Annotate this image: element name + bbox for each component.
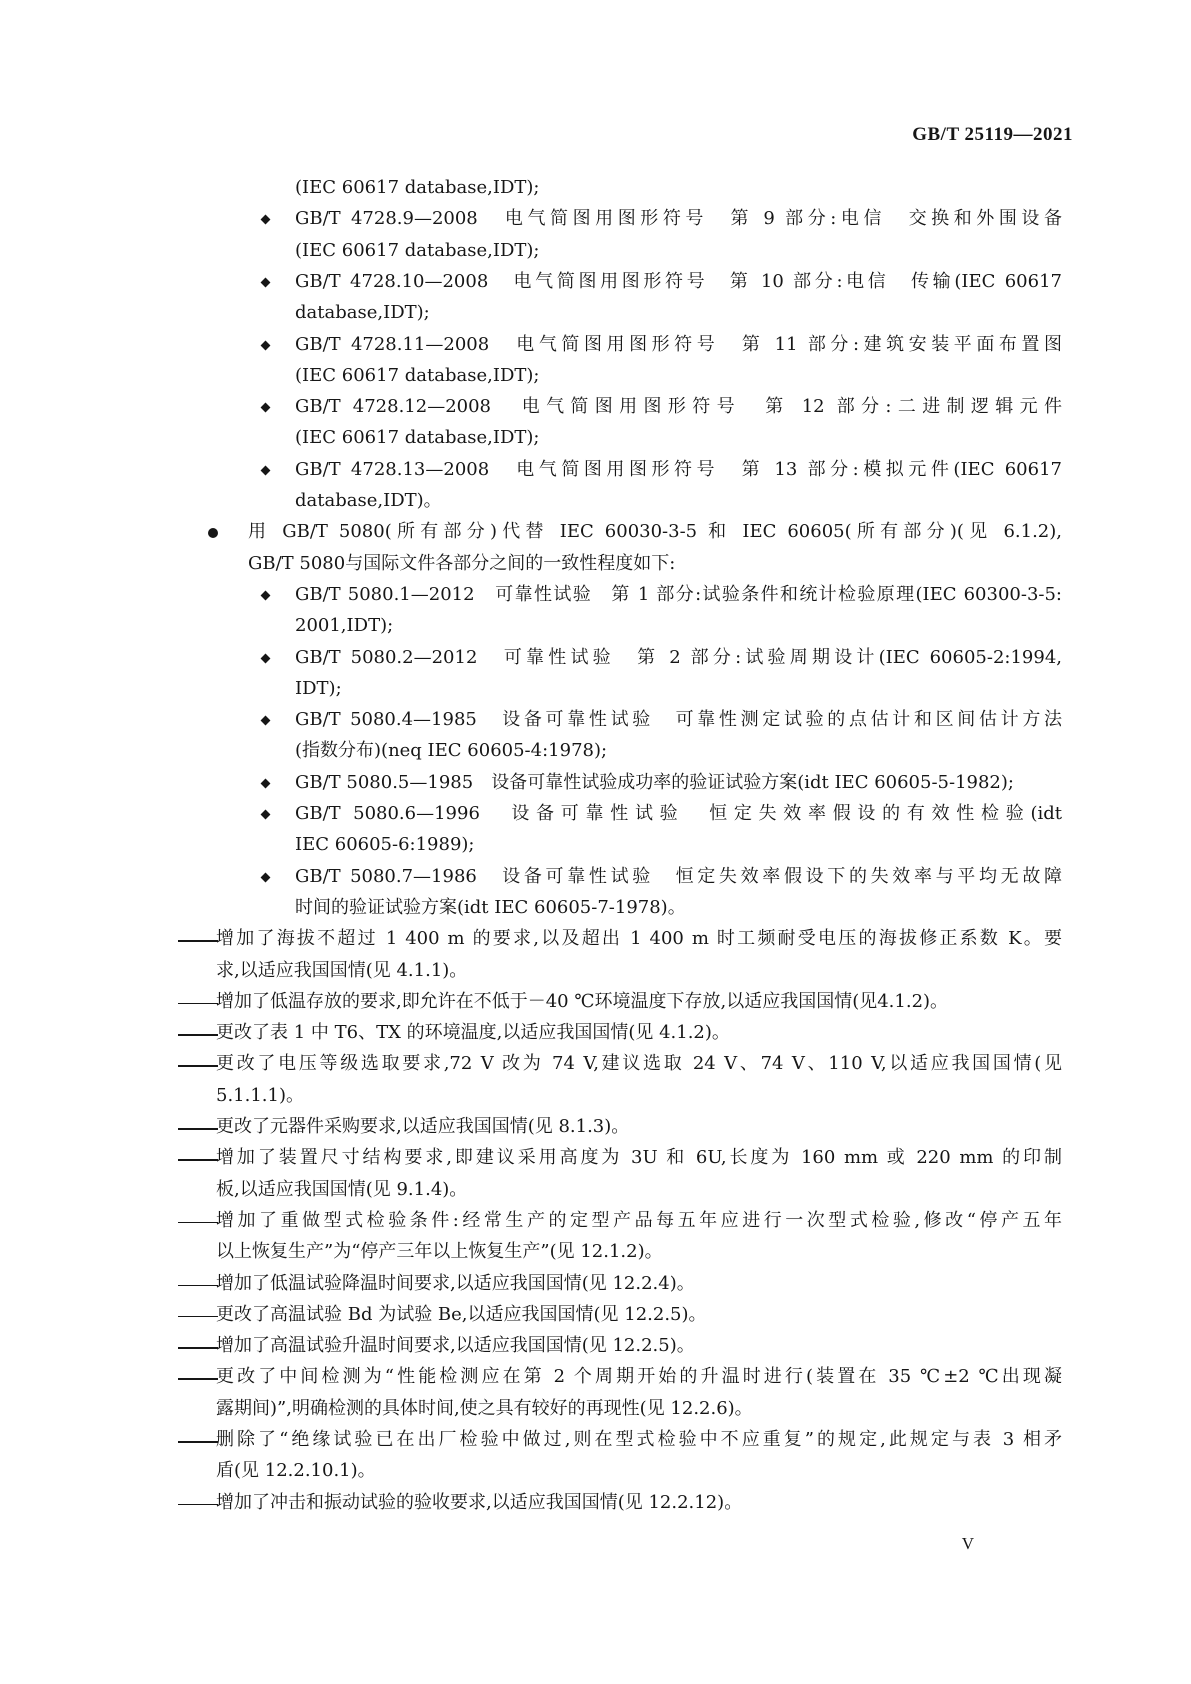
list-item-text-line: GB/T 5080.7—1986 设备可靠性试验 恒定失效率假设下的失效率与平均无故障: [295, 865, 1062, 887]
list-item-text-line: 盾(见 12.2.10.1)。: [216, 1460, 376, 1482]
em-dash-marker: [178, 1034, 218, 1036]
list-item-text-line: (IEC 60617 database,IDT);: [295, 177, 540, 198]
list-item-text-line: 增加了装置尺寸结构要求,即建议采用高度为 3U 和 6U,长度为 160 mm 或 220 mm 的印制: [216, 1147, 1062, 1169]
em-dash-marker: [178, 1347, 218, 1349]
list-item-text-line: 5.1.1.1)。: [216, 1084, 304, 1106]
list-item-text-line: GB/T 4728.9—2008 电气简图用图形符号 第 9 部分:电信 交换和外围设备: [295, 208, 1062, 230]
list-item-text-line: GB/T 5080.2—2012 可靠性试验 第 2 部分:试验周期设计(IEC 60605-2:1994,: [295, 646, 1062, 668]
bullet-diamond-icon: [261, 277, 271, 287]
list-item-text-line: 时间的验证试验方案(idt IEC 60605-7-1978)。: [295, 896, 686, 918]
bullet-diamond-icon: [261, 716, 271, 726]
list-item-text-line: (指数分布)(neq IEC 60605-4:1978);: [295, 740, 608, 762]
list-item-text-line: GB/T 5080.5—1985 设备可靠性试验成功率的验证试验方案(idt IEC 60605-5-1982);: [295, 771, 1014, 793]
em-dash-marker: [178, 1222, 218, 1224]
bullet-diamond-icon: [261, 653, 271, 663]
list-item-text-line: 以上恢复生产”为“停产三年以上恢复生产”(见 12.1.2)。: [216, 1241, 663, 1263]
em-dash-marker: [178, 1285, 218, 1287]
list-item-text-line: 增加了冲击和振动试验的验收要求,以适应我国国情(见 12.2.12)。: [216, 1491, 743, 1513]
list-item-text-line: 增加了海拔不超过 1 400 m 的要求,以及超出 1 400 m 时工频耐受电压的海拔修正系数 K。要: [216, 928, 1062, 950]
list-item-text-line: database,IDT);: [295, 302, 430, 324]
list-item-text-line: 更改了电压等级选取要求,72 V 改为 74 V,建议选取 24 V、74 V、110 V,以适应我国国情(见: [216, 1053, 1062, 1075]
list-item-text-line: 求,以适应我国国情(见 4.1.1)。: [216, 959, 468, 981]
list-item-text-line: 删除了“绝缘试验已在出厂检验中做过,则在型式检验中不应重复”的规定,此规定与表 3 相矛: [216, 1429, 1062, 1450]
page-number: V: [961, 1534, 974, 1553]
bullet-diamond-icon: [261, 872, 271, 882]
list-item-text-line: (IEC 60617 database,IDT);: [295, 427, 540, 449]
list-item-text-line: GB/T 5080.1—2012 可靠性试验 第 1 部分:试验条件和统计检验原理(IEC 60300-3-5:: [295, 583, 1062, 605]
bullet-diamond-icon: [261, 403, 271, 413]
em-dash-marker: [178, 1003, 218, 1005]
bullet-diamond-icon: [261, 340, 271, 350]
list-item-text-line: IEC 60605-6:1989);: [295, 834, 475, 856]
bullet-diamond-icon: [261, 810, 271, 820]
list-item-text-line: GB/T 5080与国际文件各部分之间的一致性程度如下:: [248, 552, 676, 574]
list-item-text-line: GB/T 4728.10—2008 电气简图用图形符号 第 10 部分:电信 传输(IEC 60617: [295, 270, 1062, 292]
list-item-text-line: 露期间)”,明确检测的具体时间,使之具有较好的再现性(见 12.2.6)。: [216, 1397, 753, 1419]
standard-number: GB/T 25119—2021: [912, 124, 1073, 145]
list-item-text-line: 用 GB/T 5080(所有部分)代替 IEC 60030-3-5 和 IEC 60605(所有部分)(见 6.1.2),: [248, 521, 1062, 543]
list-item-text-line: GB/T 5080.6—1996 设备可靠性试验 恒定失效率假设的有效性检验(idt: [295, 803, 1062, 824]
em-dash-marker: [178, 1065, 218, 1067]
bullet-dot-icon: [208, 528, 218, 538]
list-item-text-line: 增加了低温存放的要求,即允许在不低于－40 ℃环境温度下存放,以适应我国国情(见4.1.2)。: [216, 990, 949, 1012]
list-item-text-line: IDT);: [295, 677, 342, 699]
list-item-text-line: GB/T 4728.11—2008 电气简图用图形符号 第 11 部分:建筑安装平面布置图: [295, 333, 1062, 355]
list-item-text-line: 更改了元器件采购要求,以适应我国国情(见 8.1.3)。: [216, 1116, 630, 1137]
bullet-diamond-icon: [261, 590, 271, 600]
list-item-text-line: GB/T 4728.13—2008 电气简图用图形符号 第 13 部分:模拟元件(IEC 60617: [295, 458, 1062, 480]
em-dash-marker: [178, 1504, 218, 1506]
em-dash-marker: [178, 1316, 218, 1318]
list-item-text-line: 增加了重做型式检验条件:经常生产的定型产品每五年应进行一次型式检验,修改“停产五年: [216, 1209, 1062, 1231]
list-item-text-line: (IEC 60617 database,IDT);: [295, 239, 540, 261]
list-item-text-line: 板,以适应我国国情(见 9.1.4)。: [216, 1178, 468, 1200]
list-item-text-line: 更改了中间检测为“性能检测应在第 2 个周期开始的升温时进行(装置在 35 ℃±2 ℃出现凝: [216, 1366, 1062, 1388]
list-item-text-line: (IEC 60617 database,IDT);: [295, 364, 540, 386]
list-item-text-line: 更改了高温试验 Bd 为试验 Be,以适应我国国情(见 12.2.5)。: [216, 1303, 707, 1325]
bullet-diamond-icon: [261, 778, 271, 788]
list-item-text-line: 增加了高温试验升温时间要求,以适应我国国情(见 12.2.5)。: [216, 1335, 695, 1357]
list-item-text-line: 增加了低温试验降温时间要求,以适应我国国情(见 12.2.4)。: [216, 1272, 695, 1294]
bullet-diamond-icon: [261, 215, 271, 225]
list-item-text-line: GB/T 4728.12—2008 电气简图用图形符号 第 12 部分:二进制逻辑元件: [295, 396, 1062, 418]
bullet-diamond-icon: [261, 465, 271, 475]
em-dash-marker: [178, 1378, 218, 1380]
em-dash-marker: [178, 1441, 218, 1443]
list-item-text-line: GB/T 5080.4—1985 设备可靠性试验 可靠性测定试验的点估计和区间估计方法: [295, 709, 1062, 731]
em-dash-marker: [178, 1159, 218, 1161]
list-item-text-line: database,IDT)。: [295, 490, 442, 511]
em-dash-marker: [178, 1128, 218, 1130]
em-dash-marker: [178, 940, 218, 942]
list-item-text-line: 2001,IDT);: [295, 615, 394, 637]
list-item-text-line: 更改了表 1 中 T6、TX 的环境温度,以适应我国国情(见 4.1.2)。: [216, 1022, 730, 1044]
